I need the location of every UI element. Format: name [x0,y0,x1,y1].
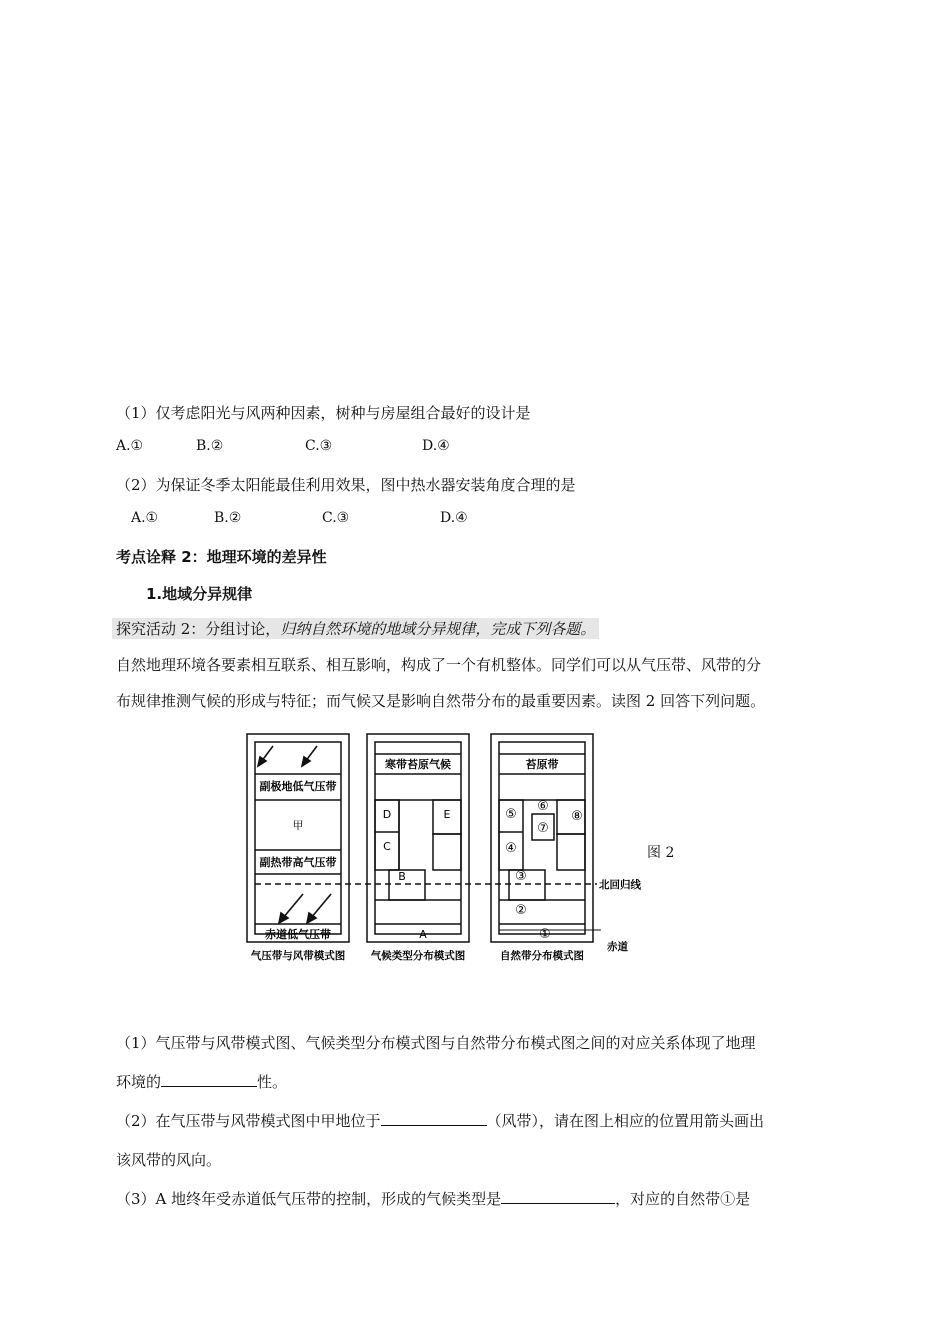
panel3-caption: 自然带分布模式图 [500,950,584,962]
wind-arrows-bottom [279,894,331,923]
activity-prefix: 探究活动 2：分组讨论， [116,620,281,638]
panel1-caption: 气压带与风带模式图 [250,950,346,962]
question-1-text: （1）仅考虑阳光与风两种因素，树种与房屋组合最好的设计是 [116,404,531,422]
panel2-cell-a: A [419,928,427,941]
panel2-cell-e: E [443,808,451,821]
equator-label: 赤道 [607,941,628,953]
panel3-top: 苔原带 [525,758,559,771]
wind-arrows-top [258,746,317,766]
tropic-label: 北回归线 [599,879,641,891]
intro-line-1: 自然地理环境各要素相互联系、相互影响，构成了一个有机整体。同学们可以从气压带、风带的分 [116,656,762,674]
q2-option-d: D.④ [440,510,468,526]
panel2-cell-c: C [383,840,391,853]
answer-blank-3[interactable] [501,1189,615,1204]
q-p3-line1 [116,1188,750,1209]
section-heading: 考点诠释 2：地理环境的差异性 [116,548,327,566]
answer-blank-1[interactable] [161,1072,257,1087]
activity-line [112,618,599,639]
panel3-cell-4: ④ [505,841,517,856]
figure-2 [245,732,655,964]
panel1-subtropical: 副热带高气压带 [259,856,337,869]
panel3-cell-1: ① [539,927,551,942]
panel2-cell-b: B [398,870,406,883]
activity-italic: 归纳自然环境的地域分异规律，完成下列各题。 [280,620,596,638]
panel3-cell-5: ⑤ [505,807,517,822]
q-p1-pre: 环境的 [116,1073,162,1091]
panel3-cell-2: ② [515,903,527,918]
q2-option-c: C.③ [322,510,350,526]
panel3-cell-6: ⑥ [537,799,549,814]
panel3-cell-7: ⑦ [537,821,549,836]
q-p1-line1: （1）气压带与风带模式图、气候类型分布模式图与自然带分布模式图之间的对应关系体现了地理 [116,1034,756,1052]
figure-2-diagram [245,732,655,964]
figure-label: 图 2 [647,845,675,861]
q-p2-line1 [116,1110,764,1131]
q-p1-post: 性。 [257,1073,288,1091]
q-p3-post: ，对应的自然带①是 [615,1190,751,1208]
panel1-jia: 甲 [292,819,304,832]
panel2-cell-d: D [382,808,392,821]
answer-blank-2[interactable] [381,1111,487,1126]
q1-option-a: A.① [116,438,144,454]
q-p3-pre: （3）A 地终年受赤道低气压带的控制，形成的气候类型是 [116,1190,502,1208]
panel3-cell-8: ⑧ [571,809,583,824]
q2-option-a: A.① [131,510,159,526]
panel2-top: 寒带苔原气候 [385,758,451,771]
question-2-text: （2）为保证冬季太阳能最佳利用效果，图中热水器安装角度合理的是 [116,476,576,494]
q1-option-d: D.④ [422,438,450,454]
panel1-equator: 赤道低气压带 [265,928,331,941]
panel3-cell-3: ③ [515,869,527,884]
section-subheading: 1.地域分异规律 [146,585,253,603]
panel1-inner [255,742,341,934]
q-p2-post: （风带），请在图上相应的位置用箭头画出 [486,1112,765,1130]
q1-option-b: B.② [196,438,224,454]
panel2-caption: 气候类型分布模式图 [370,950,466,962]
q-p2-pre: （2）在气压带与风带模式图中甲地位于 [116,1112,381,1130]
intro-line-2: 布规律推测气候的形成与特征；而气候又是影响自然带分布的最重要因素。读图 2 回答下列问题。 [116,692,766,710]
panel1-frame [247,734,349,942]
q-p1-line2 [116,1071,287,1092]
q2-option-b: B.② [214,510,242,526]
activity-highlight [112,618,599,639]
q-p2-line2: 该风带的风向。 [116,1151,222,1169]
q1-option-c: C.③ [305,438,333,454]
panel1-subpolar: 副极地低气压带 [259,780,337,793]
